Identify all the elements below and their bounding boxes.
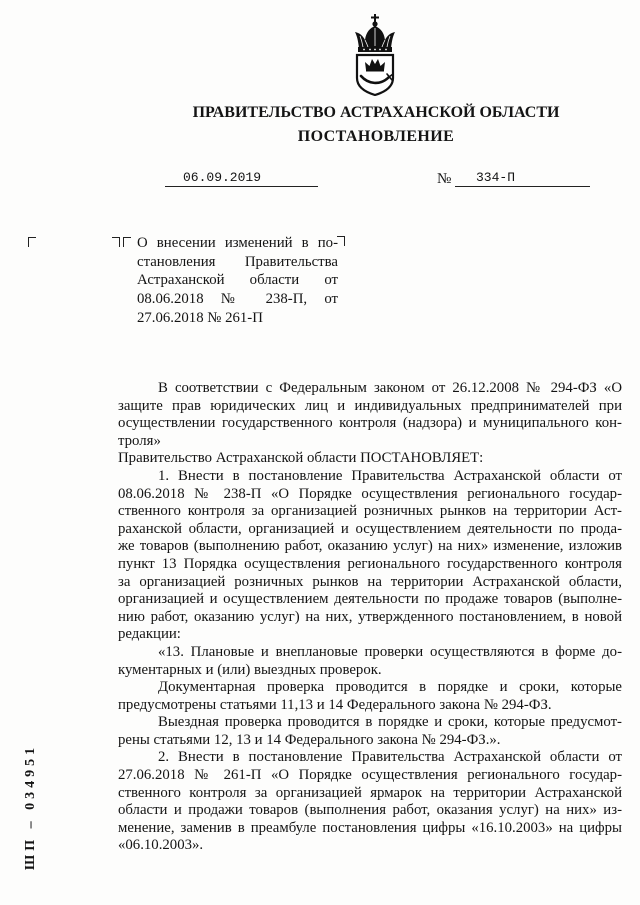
number-underline — [455, 186, 590, 187]
coat-of-arms-icon — [350, 14, 400, 96]
body-line: 1. Внести в постановление Правительства Астраханской области от — [158, 467, 622, 484]
body-line: области и продажи товаров (выполнения работ, оказания услуг) на них» из- — [118, 802, 622, 819]
body-line: нию работ, оказанию услуг) на них, утвержденного постановлением, в новой — [118, 608, 622, 625]
body-line: пункт 13 Порядка осуществления регионального государственного контроля — [118, 555, 622, 572]
body-paragraph — [118, 679, 622, 714]
subject-line: 08.06.2018 № 238-П, от — [137, 291, 338, 308]
body-line: редакции: — [118, 626, 181, 643]
body-line: предусмотрены статьями 11,13 и 14 Федерального закона № 294-ФЗ. — [118, 696, 552, 713]
subject-line: О внесении изменений в по- — [137, 235, 338, 251]
corner-mark — [123, 237, 131, 247]
body-line: «06.10.2003». — [118, 837, 204, 854]
body-paragraph — [118, 380, 622, 450]
body-line: менение, заменив в преамбуле постановления цифры «16.10.2003» на цифры — [118, 819, 622, 836]
body-line: В соответствии с Федеральным законом от 26.12.2008 № 294-ФЗ «О — [158, 380, 622, 396]
subject-line: Астраханской области от — [137, 272, 338, 289]
body-line: кументарных и (или) выездных проверок. — [118, 661, 382, 678]
corner-mark — [28, 237, 36, 247]
document-body — [118, 380, 622, 855]
body-line: Документарная проверка проводится в порядке и сроки, которые — [158, 679, 622, 696]
subject-line: становления Правительства — [137, 253, 338, 270]
body-line: осуществлении государственного контроля (надзора) и муниципального кон- — [118, 415, 622, 432]
body-paragraph — [118, 644, 622, 679]
document-type: ПОСТАНОВЛЕНИЕ — [297, 128, 455, 145]
body-paragraph — [118, 714, 622, 749]
document-number: 334-П — [476, 170, 516, 185]
date-underline — [165, 186, 318, 187]
number-sign: № — [437, 171, 452, 187]
corner-mark — [337, 236, 345, 246]
body-line: ственного контроля за организацией розничных рынков на территории Аст- — [118, 503, 622, 520]
body-line: защите прав юридических лиц и индивидуальных предпринимателей при — [118, 397, 622, 414]
body-paragraph — [118, 468, 622, 644]
body-line: 27.06.2018 № 261-П «О Порядке осуществления регионального государ- — [118, 767, 622, 784]
document-date: 06.09.2019 — [183, 170, 262, 185]
body-line: «13. Плановые и внеплановые проверки осуществляются в форме до- — [158, 643, 622, 660]
body-line: Правительство Астраханской области ПОСТАНОВЛЯЕТ: — [118, 450, 484, 467]
body-paragraph — [118, 749, 622, 855]
body-line: 2. Внести в постановление Правительства Астраханской области от — [158, 749, 622, 766]
body-line: троля» — [118, 432, 161, 449]
issuer-title: ПРАВИТЕЛЬСТВО АСТРАХАНСКОЙ ОБЛАСТИ — [192, 104, 560, 121]
corner-mark — [112, 237, 120, 247]
subject-line: 27.06.2018 № 261-П — [137, 309, 263, 326]
body-paragraph — [118, 450, 622, 468]
body-line: за организацией розничных рынков на территории Астраханской области, — [118, 573, 622, 590]
body-line: 08.06.2018 № 238-П «О Порядке осуществления регионального государ- — [118, 485, 622, 502]
body-line: Выездная проверка проводится в порядке и сроки, которые предусмот- — [158, 714, 622, 731]
body-line: раханской области, организацией и осуществлением деятельности по прода- — [118, 520, 622, 537]
document-subject — [137, 234, 338, 328]
body-line: ственного контроля за организацией ярмарок на территории Астраханской — [118, 784, 622, 801]
form-serial-number: ШП – 034951 — [23, 743, 38, 871]
body-line: же товаров (выполнению работ, оказанию услуг) на них» изменение, изложив — [118, 538, 622, 555]
body-line: рены статьями 12, 13 и 14 Федерального закона № 294-ФЗ.». — [118, 731, 501, 748]
body-line: организацией и осуществлением деятельности по продаже товаров (выполне- — [118, 591, 622, 608]
